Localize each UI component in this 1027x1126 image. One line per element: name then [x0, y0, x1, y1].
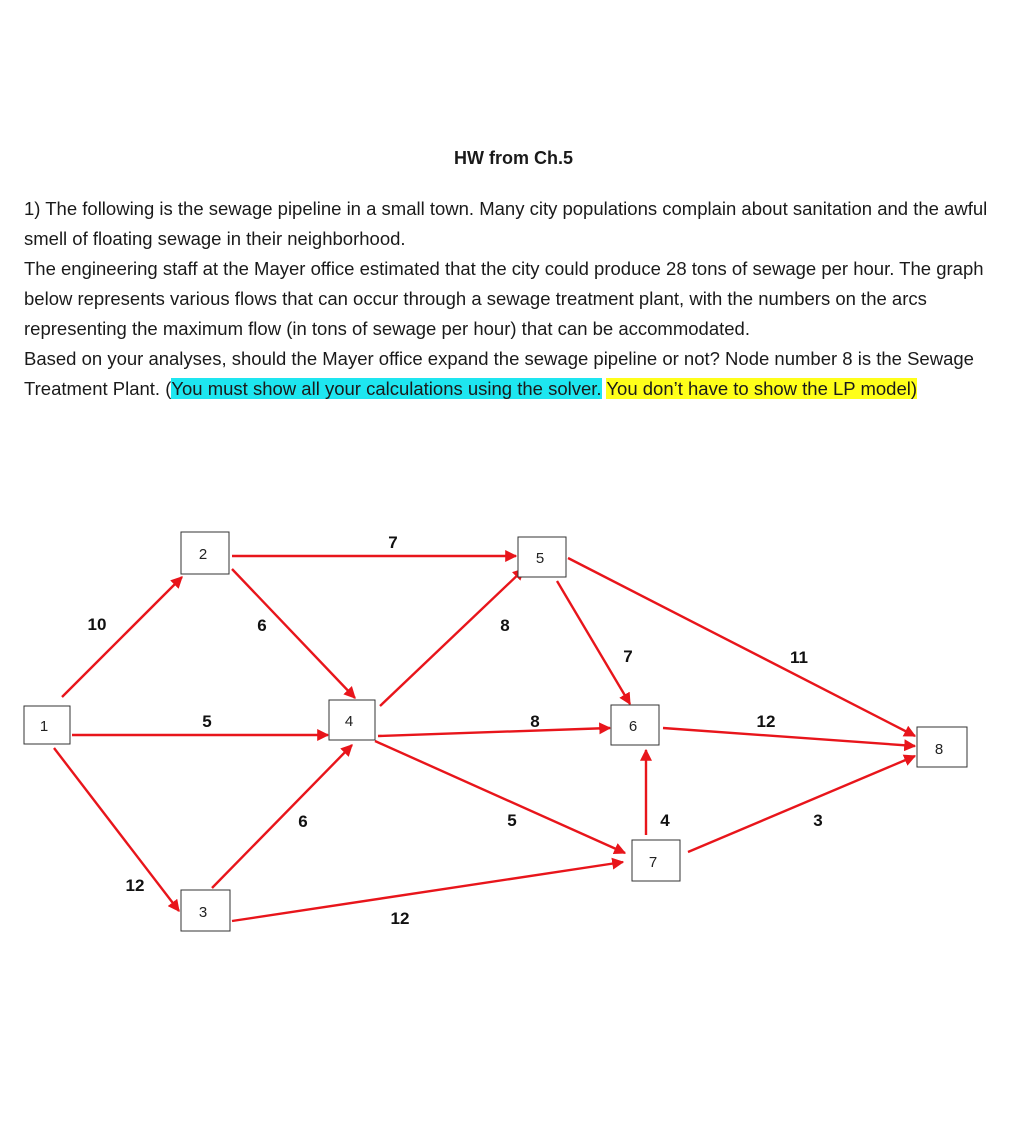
node-3 [181, 890, 230, 931]
arc-1-2 [62, 577, 182, 697]
capacity-label-6-8: 12 [756, 712, 776, 731]
node-3-label: 3 [198, 904, 208, 921]
arc-5-6 [557, 581, 633, 704]
arc-3-4 [212, 745, 352, 888]
capacity-label-1-3: 12 [125, 876, 145, 895]
capacity-label-1-4: 5 [202, 712, 212, 731]
node-4-label: 4 [344, 713, 354, 730]
node-6-label: 6 [628, 718, 638, 735]
capacity-label-7-6: 4 [660, 811, 670, 830]
arc-7-8 [688, 756, 915, 852]
arc-2-4 [232, 569, 355, 698]
node-2-label: 2 [198, 546, 208, 563]
capacity-label-2-5: 7 [388, 533, 398, 552]
node-7-label: 7 [648, 854, 658, 871]
capacity-label-2-4: 6 [257, 616, 267, 635]
node-1 [24, 706, 70, 744]
capacity-label-7-8: 3 [813, 811, 823, 830]
node-1-label: 1 [39, 718, 49, 735]
capacity-label-3-7: 12 [390, 909, 410, 928]
capacity-label-1-2: 10 [87, 615, 107, 634]
capacity-label-3-4: 6 [298, 812, 308, 831]
capacity-label-5-8: 11 [790, 648, 808, 667]
node-8 [917, 727, 967, 767]
arc-3-7 [232, 862, 623, 921]
capacity-label-5-6: 7 [623, 647, 633, 666]
node-5-label: 5 [535, 550, 545, 567]
problem-paragraph-1: 1) The following is the sewage pipeline in a small town. Many city populations complain about sanitation and the awful smell of floating sewage in their neighborhood. [24, 198, 988, 249]
problem-question: Based on your analyses, should the Mayer office expand the sewage pipeline or not? Node number 8 is the Sewage Treatment Plant. ( [24, 348, 974, 399]
node-8-label: 8 [934, 741, 944, 758]
arc-4-7 [375, 741, 625, 853]
capacity-label-4-5: 8 [500, 616, 510, 635]
lp-model-note-highlight: You don’t have to show the LP model) [606, 378, 917, 399]
node-4 [329, 700, 375, 740]
node-2 [181, 532, 229, 574]
node-7 [632, 840, 680, 881]
node-5 [518, 537, 566, 577]
arc-4-6 [378, 728, 610, 736]
problem-paragraph-2: The engineering staff at the Mayer office estimated that the city could produce 28 tons of sewage per hour. The graph below represents various flows that can occur through a sewage treatment plant, with the numbers on the arcs representing the maximum flow (in tons of sewage per hour) that can be accommodated. [24, 258, 984, 339]
node-6 [611, 705, 659, 745]
capacity-label-4-7: 5 [507, 811, 517, 830]
arc-6-8 [663, 728, 915, 746]
capacity-label-4-6: 8 [530, 712, 540, 731]
solver-instruction-highlight: You must show all your calculations using the solver. [171, 378, 602, 399]
arc-4-5 [380, 569, 524, 706]
arc-1-3 [54, 748, 179, 911]
page-title: HW from Ch.5 [454, 148, 573, 168]
